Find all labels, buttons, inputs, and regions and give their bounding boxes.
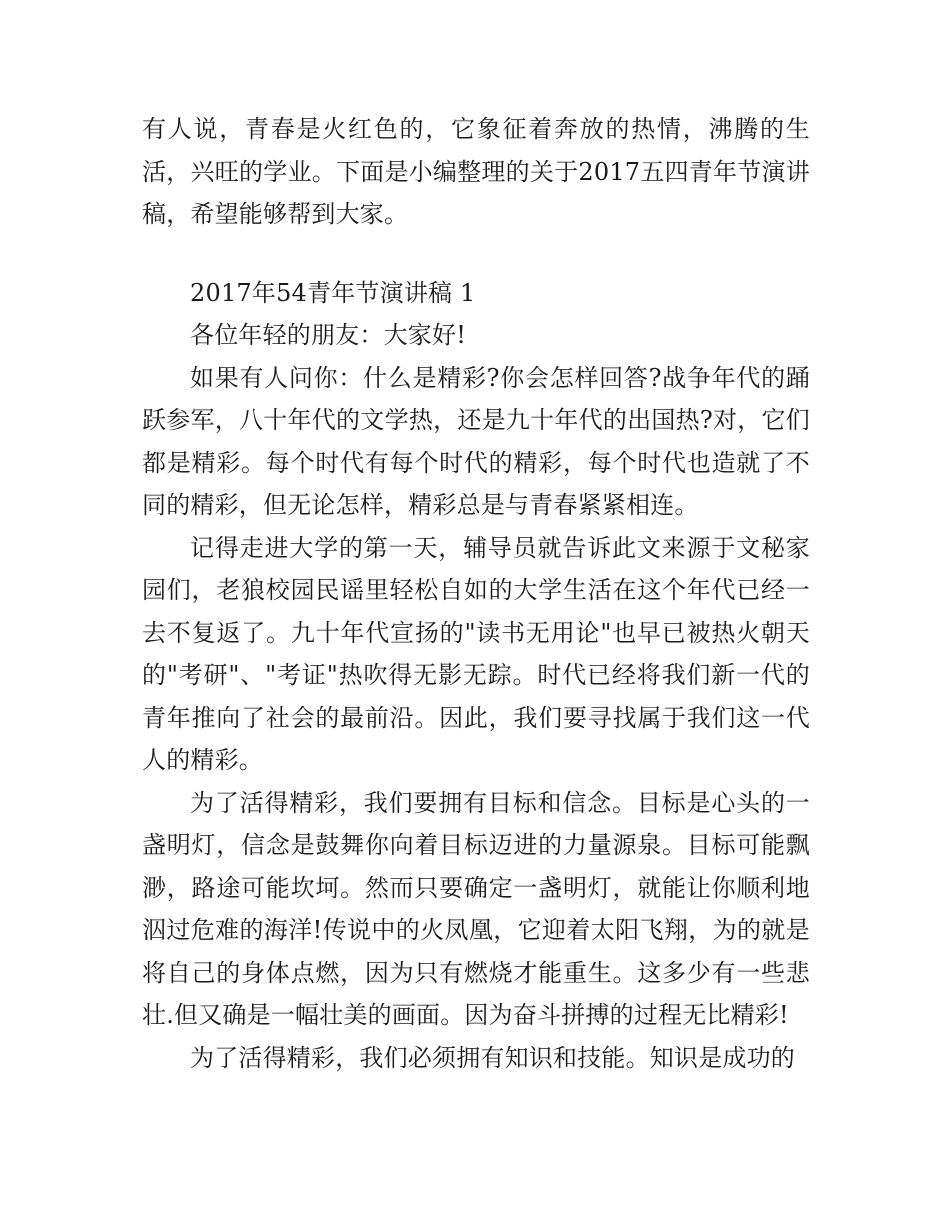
document-body bbox=[142, 108, 810, 1079]
body-paragraph-1: 如果有人问你：什么是精彩?你会怎样回答?战争年代的踊跃参军，八十年代的文学热，还是九十年代的出国热?对，它们都是精彩。每个时代有每个时代的精彩，每个时代也造就了不同的精彩，但无论怎样，精彩总是与青春紧紧相连。 bbox=[142, 363, 810, 519]
intro-paragraph: 有人说，青春是火红色的，它象征着奔放的热情，沸腾的生活，兴旺的学业。下面是小编整理的关于2017五四青年节演讲稿，希望能够帮到大家。 bbox=[142, 115, 810, 228]
speech-heading: 2017年54青年节演讲稿 1 bbox=[190, 278, 476, 307]
body-paragraph-2: 记得走进大学的第一天，辅导员就告诉此文来源于文秘家园们，老狼校园民谣里轻松自如的大学生活在这个年代已经一去不复返了。九十年代宣扬的"读书无用论"也早已被热火朝天的"考研"、"考证"热吹得无影无踪。时代已经将我们新一代的青年推向了社会的最前沿。因此，我们要寻找属于我们这一代人的精彩。 bbox=[142, 533, 810, 774]
body-paragraph-3: 为了活得精彩，我们要拥有目标和信念。目标是心头的一盏明灯，信念是鼓舞你向着目标迈进的力量源泉。目标可能飘渺，路途可能坎坷。然而只要确定一盏明灯，就能让你顺利地泅过危难的海洋!传说中的火凤凰，它迎着太阳飞翔，为的就是将自己的身体点燃，因为只有燃烧才能重生。这多少有一些悲壮.但又确是一幅壮美的画面。因为奋斗拼搏的过程无比精彩! bbox=[142, 788, 810, 1029]
greeting-line: 各位年轻的朋友：大家好! bbox=[190, 321, 467, 349]
body-paragraph-4: 为了活得精彩，我们必须拥有知识和技能。知识是成功的 bbox=[190, 1043, 795, 1072]
